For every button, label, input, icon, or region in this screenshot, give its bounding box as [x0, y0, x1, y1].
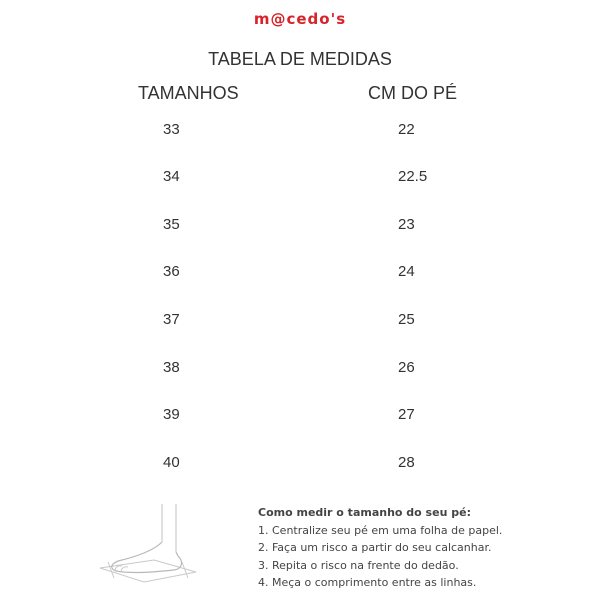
- instructions-title: Como medir o tamanho do seu pé:: [258, 506, 471, 519]
- cm-cell: 22: [398, 121, 415, 138]
- size-cell: 38: [163, 359, 180, 376]
- size-cell: 34: [163, 168, 180, 185]
- size-cell: 33: [163, 121, 180, 138]
- instruction-step: 1. Centralize seu pé em uma folha de papel.: [258, 523, 503, 537]
- cm-cell: 27: [398, 406, 415, 423]
- cm-cell: 28: [398, 454, 415, 471]
- measure-instructions: [258, 504, 588, 592]
- page-title: TABELA DE MEDIDAS: [208, 49, 392, 69]
- cm-cell: 25: [398, 311, 415, 328]
- size-cell: 35: [163, 216, 180, 233]
- cm-cell: 22.5: [398, 168, 428, 185]
- cm-cell: 24: [398, 263, 415, 280]
- instruction-step: 3. Repita o risco na frente do dedão.: [258, 558, 459, 572]
- cm-cell: 23: [398, 216, 415, 233]
- brand-logo: m@cedo's: [253, 10, 347, 28]
- foot-measure-icon: [92, 498, 212, 588]
- table-row: [0, 263, 600, 285]
- size-cell: 40: [163, 454, 180, 471]
- table-row: [0, 406, 600, 428]
- size-cell: 39: [163, 406, 180, 423]
- size-cell: 37: [163, 311, 180, 328]
- table-row: [0, 121, 600, 143]
- column-header-cm: CM DO PÉ: [368, 83, 458, 103]
- table-row: [0, 359, 600, 381]
- instruction-step: 2. Faça um risco a partir do seu calcanhar.: [258, 541, 492, 554]
- table-row: [0, 311, 600, 333]
- table-row: [0, 168, 600, 190]
- instruction-step: 4. Meça o comprimento entre as linhas.: [258, 576, 477, 589]
- table-row: [0, 216, 600, 238]
- column-header-size: TAMANHOS: [138, 83, 239, 103]
- table-row: [0, 454, 600, 476]
- cm-cell: 26: [398, 359, 415, 376]
- size-cell: 36: [163, 263, 180, 280]
